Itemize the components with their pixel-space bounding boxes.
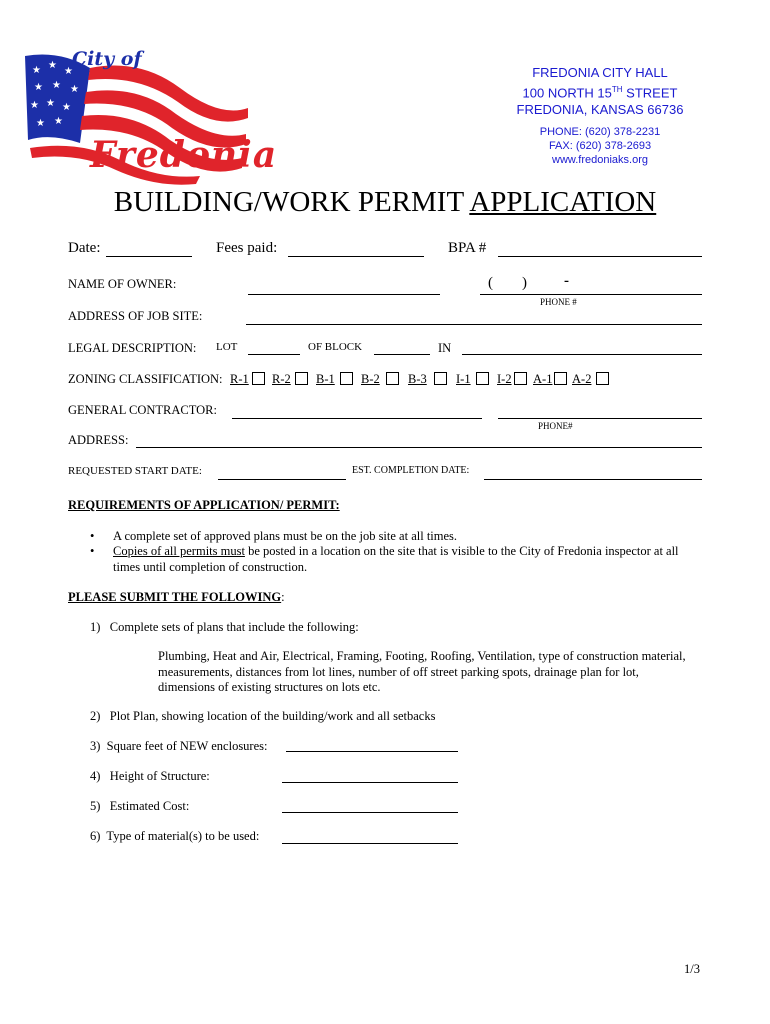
logo-name: Fredonia [90, 134, 278, 176]
city-hall-address [480, 64, 720, 167]
zoning-b1-checkbox[interactable] [340, 372, 353, 385]
submit-item-4: 4) Height of Structure: [90, 769, 210, 783]
jobsite-label: ADDRESS OF JOB SITE: [68, 309, 203, 323]
zoning-b2-checkbox[interactable] [386, 372, 399, 385]
zoning-r1-label: R-1 [230, 372, 249, 386]
zoning-b3-label: B-3 [408, 372, 427, 386]
svg-text:★: ★ [62, 102, 71, 113]
contractor-phone-field[interactable] [498, 418, 702, 419]
submit-item-1-detail-3: dimensions of existing structures on lots etc. [158, 680, 381, 694]
header-line2 [480, 81, 720, 101]
address-field[interactable] [136, 447, 702, 448]
submit-item-2: 2) Plot Plan, showing location of the building/work and all setbacks [90, 709, 436, 723]
completion-date-label: EST. COMPLETION DATE: [352, 465, 470, 476]
contractor-field[interactable] [232, 418, 482, 419]
svg-text:★: ★ [46, 98, 55, 109]
svg-text:★: ★ [30, 100, 39, 111]
completion-date-field[interactable] [484, 479, 702, 480]
requirement-2-line2: times until completion of construction. [113, 560, 308, 574]
header-line2-sup: TH [611, 85, 623, 94]
svg-text:★: ★ [36, 118, 45, 129]
submit-heading-colon: : [281, 590, 285, 604]
owner-phone-paren-close: ) [522, 275, 527, 291]
requirement-bullet-2 [90, 544, 679, 559]
requirement-2-underlined: Copies of all permits must [113, 544, 245, 558]
legal-in-field[interactable] [462, 354, 702, 355]
bullet-icon: • [90, 544, 95, 558]
address-label: ADDRESS: [68, 433, 129, 447]
material-field[interactable] [282, 843, 458, 844]
submit-item-1: 1) Complete sets of plans that include the following: [90, 620, 359, 634]
legal-in-label: IN [438, 341, 452, 355]
owner-phone-paren-open: ( [488, 275, 493, 291]
jobsite-field[interactable] [246, 324, 702, 325]
requirement-1-text: A complete set of approved plans must be on the job site at all times. [113, 529, 458, 543]
svg-text:★: ★ [34, 82, 43, 93]
header-fax: FAX: (620) 378-2693 [548, 140, 652, 153]
requirements-heading: REQUIREMENTS OF APPLICATION/ PERMIT: [68, 498, 340, 512]
submit-item-6: 6) Type of material(s) to be used: [90, 829, 260, 843]
owner-label: NAME OF OWNER: [68, 277, 177, 291]
zoning-b2-label: B-2 [361, 372, 380, 386]
zoning-r2-label: R-2 [272, 372, 291, 386]
zoning-i2-checkbox[interactable] [514, 372, 527, 385]
zoning-r2-checkbox[interactable] [295, 372, 308, 385]
logo-city-of: City of [72, 48, 142, 70]
legal-lot-label: LOT [216, 341, 238, 353]
start-date-field[interactable] [218, 479, 346, 480]
svg-text:★: ★ [64, 66, 73, 77]
zoning-a1-checkbox[interactable] [554, 372, 567, 385]
submit-item-5: 5) Estimated Cost: [90, 799, 190, 813]
svg-text:★: ★ [32, 65, 41, 76]
square-feet-field[interactable] [286, 751, 458, 752]
zoning-i2-label: I-2 [497, 372, 512, 386]
submit-heading [68, 590, 285, 605]
page-number: 1/3 [684, 962, 700, 976]
owner-field[interactable] [248, 294, 440, 295]
zoning-b1-label: B-1 [316, 372, 335, 386]
height-field[interactable] [282, 782, 458, 783]
legal-label: LEGAL DESCRIPTION: [68, 341, 197, 355]
header-line2-pre: 100 NORTH 15 [522, 85, 612, 101]
city-logo [20, 48, 278, 188]
title-underlined: APPLICATION [469, 186, 657, 218]
zoning-i1-checkbox[interactable] [476, 372, 489, 385]
zoning-label: ZONING CLASSIFICATION: [68, 372, 223, 386]
zoning-a1-label: A-1 [533, 372, 553, 386]
header-phone: PHONE: (620) 378-2231 [539, 126, 661, 139]
fees-label: Fees paid: [216, 240, 278, 256]
legal-lot-field[interactable] [248, 354, 300, 355]
zoning-i1-label: I-1 [456, 372, 471, 386]
header-line3: FREDONIA, KANSAS 66736 [516, 102, 684, 118]
estimated-cost-field[interactable] [282, 812, 458, 813]
bullet-icon: • [90, 529, 95, 543]
requirement-bullet-1 [90, 529, 457, 544]
zoning-r1-checkbox[interactable] [252, 372, 265, 385]
header-line1: FREDONIA CITY HALL [532, 65, 668, 80]
contractor-phone-caption: PHONE# [538, 421, 573, 431]
legal-block-label: OF BLOCK [308, 341, 363, 353]
owner-phone-field[interactable] [480, 294, 702, 295]
title-main: BUILDING/WORK PERMIT [113, 186, 470, 218]
svg-text:★: ★ [52, 80, 61, 91]
header-web: www.fredoniaks.org [552, 154, 648, 167]
submit-item-3: 3) Square feet of NEW enclosures: [90, 739, 268, 753]
submit-item-1-detail-2: measurements, distances from lot lines, number of off street parking spots, drainage plan for lot, [158, 665, 639, 679]
date-label: Date: [68, 240, 101, 256]
owner-phone-dash: - [564, 273, 569, 289]
owner-phone-caption: PHONE # [540, 297, 577, 307]
svg-text:★: ★ [70, 84, 79, 95]
bpa-label: BPA # [448, 240, 487, 256]
zoning-b3-checkbox[interactable] [434, 372, 447, 385]
zoning-a2-checkbox[interactable] [596, 372, 609, 385]
submit-item-1-detail-1: Plumbing, Heat and Air, Electrical, Framing, Footing, Roofing, Ventilation, type of construction material, [158, 649, 686, 663]
header-line2-post: STREET [622, 85, 678, 101]
legal-block-field[interactable] [374, 354, 430, 355]
svg-text:★: ★ [48, 60, 57, 71]
submit-heading-text: PLEASE SUBMIT THE FOLLOWING [68, 590, 282, 604]
fees-field[interactable] [288, 256, 424, 257]
contractor-label: GENERAL CONTRACTOR: [68, 403, 217, 417]
date-field[interactable] [106, 256, 192, 257]
page-title [0, 186, 770, 219]
svg-text:★: ★ [54, 116, 63, 127]
requirement-2-text: be posted in a location on the site that is visible to the City of Fredonia inspector at all [244, 544, 679, 558]
bpa-field[interactable] [498, 256, 702, 257]
zoning-a2-label: A-2 [572, 372, 592, 386]
start-date-label: REQUESTED START DATE: [68, 465, 202, 477]
